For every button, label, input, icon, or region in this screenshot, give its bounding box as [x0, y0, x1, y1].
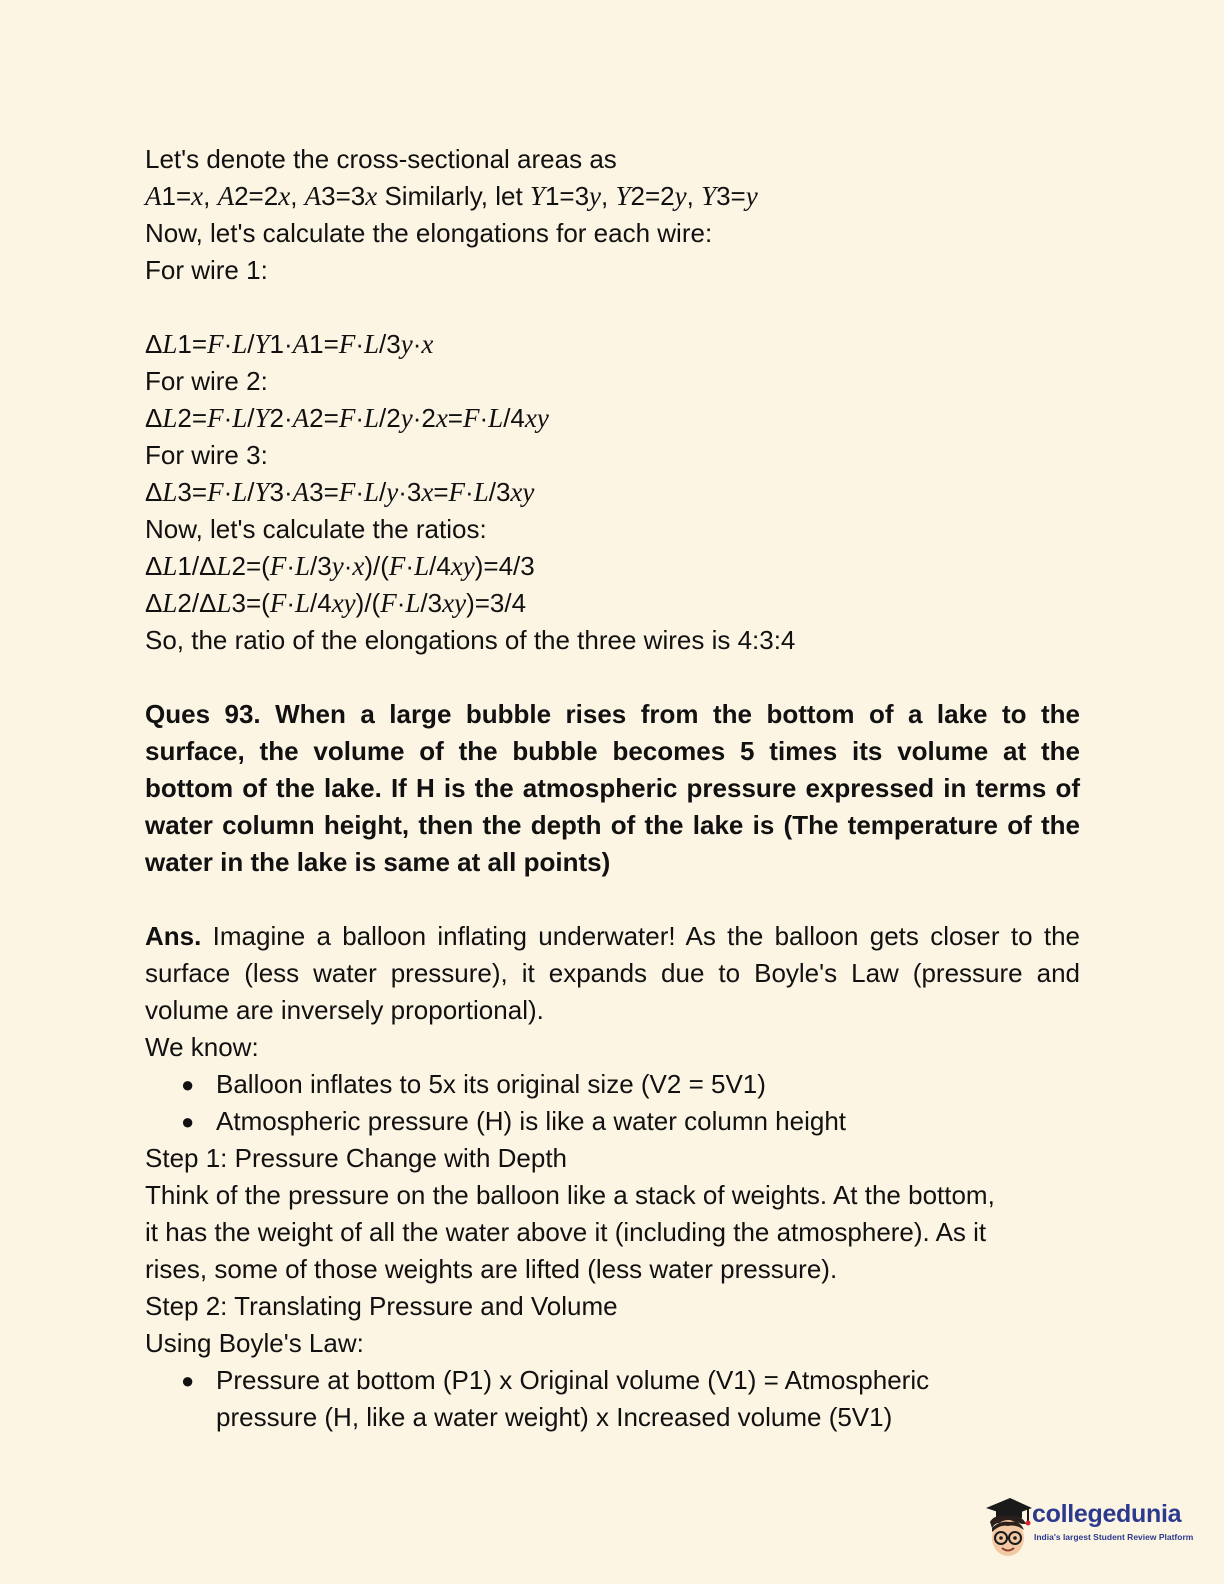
ratios-intro: Now, let's calculate the ratios: [145, 514, 487, 544]
ratio-1-2: ΔL1/ΔL2=(F·L/3y·x)/(F·L/4xy)=4/3 [145, 551, 535, 581]
list-item [145, 1362, 1080, 1436]
wire1-equation: ΔL1=F·L/Y1·A1=F·L/3y·x [145, 329, 434, 359]
answer-text: Imagine a balloon inflating underwater! As the balloon gets closer to the surface (less water pressure), it expands due to Boyle's Law (pressure and volume are inversely proportional). [145, 921, 1080, 1025]
elongations-intro: Now, let's calculate the elongations for each wire: [145, 218, 713, 248]
mascot-icon [982, 1488, 1034, 1568]
step2-title: Step 2: Translating Pressure and Volume [145, 1291, 618, 1321]
areas-intro: Let's denote the cross-sectional areas as [145, 144, 617, 174]
boyle-line-1: Pressure at bottom (P1) x Original volume (V1) = Atmospheric [216, 1365, 930, 1395]
logo-tagline: India's largest Student Review Platform [1034, 1532, 1194, 1542]
bullet-icon: ● [181, 1072, 195, 1097]
wire3-equation: ΔL3=F·L/Y3·A3=F·L/y·3x=F·L/3xy [145, 477, 535, 507]
question-93: Ques 93. When a large bubble rises from the bottom of a lake to the surface, the volume of the bubble becomes 5 times its volume at the bottom of the lake. If H is the atmospheric pressure expressed in terms of water column height, then the depth of the lake is (The temperature of the water in the lake is same at all points) [145, 699, 1080, 877]
logo-wordmark: collegedunia [1032, 1500, 1182, 1528]
wire2-equation: ΔL2=F·L/Y2·A2=F·L/2y·2x=F·L/4xy [145, 403, 549, 433]
step1-line-2: it has the weight of all the water above it (including the atmosphere). As it [145, 1217, 987, 1247]
list-item-text: Balloon inflates to 5x its original size (V2 = 5V1) [216, 1069, 766, 1099]
list-item-text: Atmospheric pressure (H) is like a water column height [216, 1106, 847, 1136]
list-item [145, 1103, 1080, 1140]
bullet-icon: ● [181, 1368, 195, 1393]
step1-line-3: rises, some of those weights are lifted (less water pressure). [145, 1254, 838, 1284]
collegedunia-logo [982, 1488, 1194, 1568]
bullet-icon: ● [181, 1109, 195, 1134]
page-content [145, 141, 1080, 1436]
wire3-label: For wire 3: [145, 440, 268, 470]
ratio-2-3: ΔL2/ΔL3=(F·L/4xy)/(F·L/3xy)=3/4 [145, 588, 527, 618]
wire2-label: For wire 2: [145, 366, 268, 396]
boyle-list [145, 1362, 1080, 1436]
list-item [145, 1066, 1080, 1103]
answer-label: Ans. [145, 921, 202, 951]
similarly-text: Similarly, let [384, 181, 523, 211]
step1-title: Step 1: Pressure Change with Depth [145, 1143, 568, 1173]
wire1-label: For wire 1: [145, 255, 268, 285]
step2-intro: Using Boyle's Law: [145, 1328, 364, 1358]
known-list [145, 1066, 1080, 1140]
answer-paragraph [145, 918, 1080, 1029]
we-know-label: We know: [145, 1032, 259, 1062]
boyle-line-2: pressure (H, like a water weight) x Increased volume (5V1) [216, 1402, 893, 1432]
step1-line-1: Think of the pressure on the balloon like a stack of weights. At the bottom, [145, 1180, 995, 1210]
areas-definition: A1=x, A2=2x, A3=3x Similarly, let Y1=3y, Y2=2y, Y3=y [145, 181, 758, 211]
ratio-conclusion: So, the ratio of the elongations of the three wires is 4:3:4 [145, 625, 796, 655]
